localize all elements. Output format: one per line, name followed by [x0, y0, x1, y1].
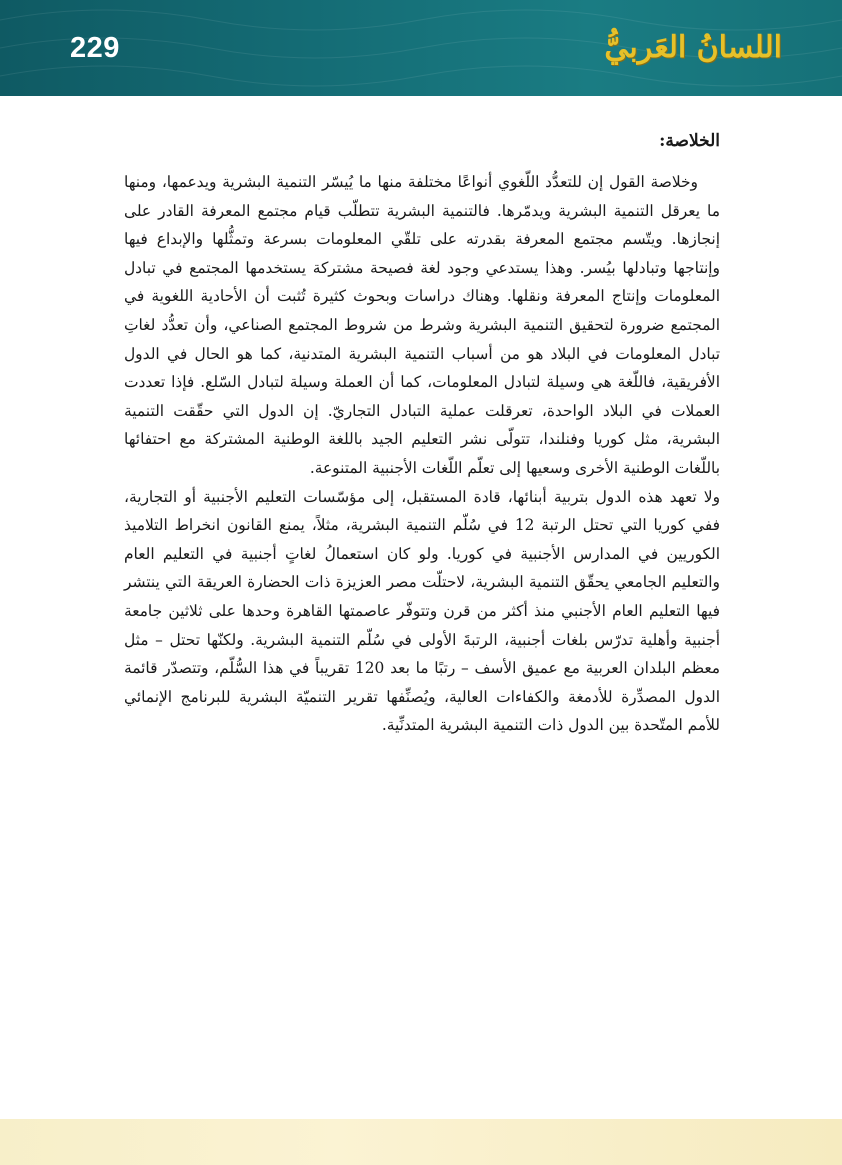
journal-logo: اللسانُ العَربيُّ	[604, 30, 782, 65]
article-body	[124, 126, 720, 740]
paragraph-2: ولا تعهد هذه الدول بتربية أبنائها، قادة المستقبل، إلى مؤسّسات التعليم الأجنبية أو التجارية، ففي كوريا التي تحتل الرتبة 12 في سُلّم التنمية البشرية، مثلاً، يمنع القانون انخراط التلاميذ الكوريين في المدارس الأجنبية في كوريا. ولو كان استعمالُ لغاتٍ أجنبية في التعليم العام والتعليم الجامعي يحقّق التنمية البشرية، لاحتلّت مصر العزيزة ذات الحضارة العريقة التي ينتشر فيها التعليم العام الأجنبي منذ أكثر من قرن وتتوفّر عاصمتها القاهرة وحدها على ثلاثين جامعة أجنبية وأهلية تدرّس بلغات أجنبية، الرتبةَ الأولى في سُلّم التنمية البشرية. ولكنّها تحتل – مثل معظم البلدان العربية مع عميق الأسف – رتبًا ما بعد 120 تقريباً في هذا السُّلّم، وتتصدّر قائمة الدول المصدِّرة للأدمغة والكفاءات العالية، ويُصنِّفها تقرير التنميّة البشرية للبرنامج الإنمائي للأمم المتّحدة بين الدول ذات التنمية البشرية المتدنِّية.	[124, 487, 720, 735]
page-header-band	[0, 0, 842, 96]
page-footer-band	[0, 1119, 842, 1165]
section-heading: الخلاصة:	[659, 131, 720, 151]
paragraph-1: وخلاصة القول إن للتعدُّد اللّغوي أنواعًا مختلفة منها ما يُيسّر التنمية البشرية ويدعمها، ومنها ما يعرقل التنمية البشرية ويدمّرها. فالتنمية البشرية تتطلّب قيام مجتمع المعرفة القادر على إنجازها. ويتّسم مجتمع المعرفة بقدرته على تلقّي المعلومات بسرعة وتمثُّلها والإبداع فيها وإنتاجها وتبادلها بيُسر. وهذا يستدعي وجود لغة فصيحة مشتركة يستخدمها المجتمع في تبادل المعلومات وإنتاج المعرفة ونقلها. وهناك دراسات وبحوث كثيرة تُثبت أن الأحادية اللغوية في المجتمع ضرورة لتحقيق التنمية البشرية وشرط من شروط المجتمع الصناعي، وأن تعدُّد لغاتِ تبادل المعلومات في البلاد هو من أسباب التنمية البشرية المتدنية، كما هو الحال في الدول الأفريقية، فاللّغة هي وسيلة لتبادل المعلومات، كما أن العملة وسيلة لتبادل السّلع. فإذا تعددت العملات في البلاد الواحدة، تعرقلت عملية التبادل التجاريّ. إن الدول التي حقّقت التنمية البشرية، مثل كوريا وفنلندا، تتولّى نشر التعليم الجيد باللغة الوطنية المشتركة مع احتفائها باللّغات الوطنية الأخرى وسعيها إلى تعلّم اللّغات الأجنبية المتنوعة.	[124, 173, 720, 477]
page-number: 229	[70, 32, 120, 64]
